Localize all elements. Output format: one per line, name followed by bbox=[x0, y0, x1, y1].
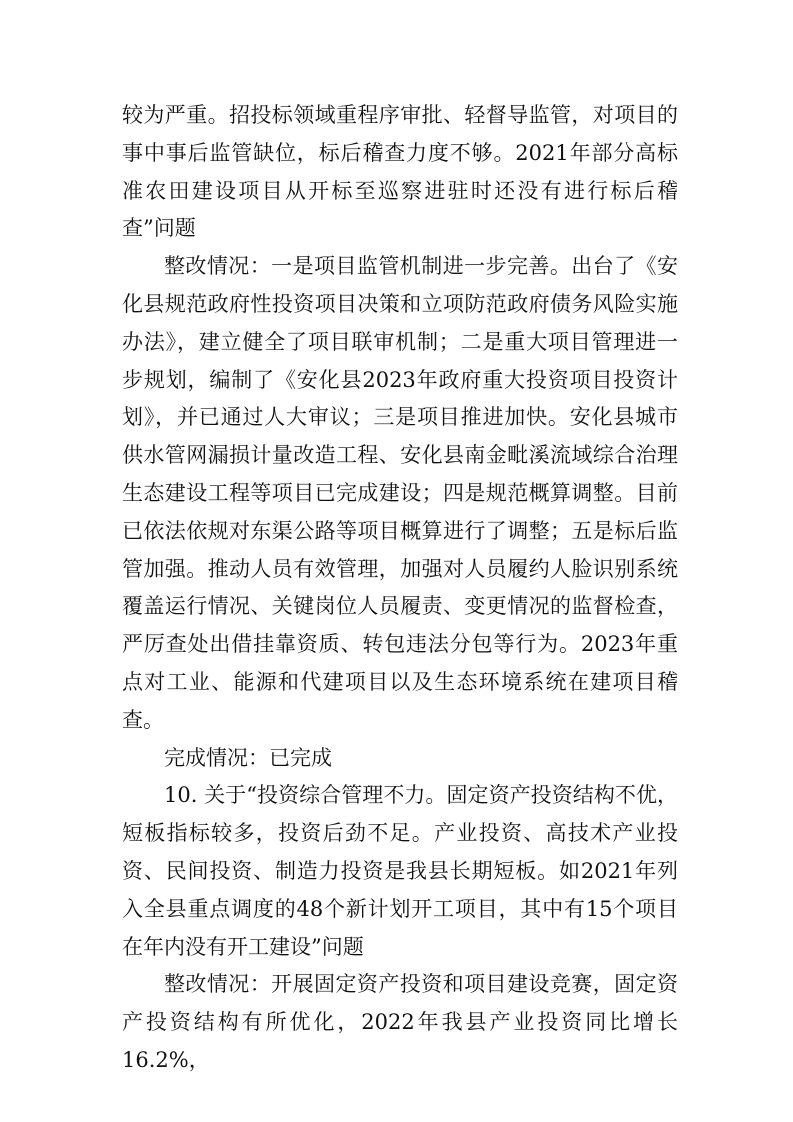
paragraph-rectification-status: 整改情况：一是项目监管机制进一步完善。出台了《安化县规范政府性投资项目决策和立项防范政府债务风险实施办法》，建立健全了项目联审机制；二是重大项目管理进一步规划，编制了《安化县2023年政府重大投资项目投资计划》，并已通过人大审议；三是项目推进加快。安化县城市供水管网漏损计量改造工程、安化县南金毗溪流域综合治理生态建设工程等项目已完成建设；四是规范概算调整。目前已依法依规对东渠公路等项目概算进行了调整；五是标后监管加强。推动人员有效管理，加强对人员履约人脸识别系统覆盖运行情况、关键岗位人员履责、变更情况的监督检查，严厉查处出借挂靠资质、转包违法分包等行为。2023年重点对工业、能源和代建项目以及生态环境系统在建项目稽查。 bbox=[122, 254, 678, 732]
paragraph-continuation: 较为严重。招投标领域重程序审批、轻督导监管，对项目的事中事后监管缺位，标后稽查力度不够。2021年部分高标准农田建设项目从开标至巡察进驻时还没有进行标后稽查”问题 bbox=[122, 103, 678, 241]
paragraph-rectification-status-2: 整改情况：开展固定资产投资和项目建设竞赛，固定资产投资结构有所优化，2022年我县产业投资同比增长16.2%， bbox=[122, 972, 678, 1072]
paragraph-issue-10: 10. 关于“投资综合管理不力。固定资产投资结构不优，短板指标较多，投资后劲不足。产业投资、高技术产业投资、民间投资、制造力投资是我县长期短板。如2021年列入全县重点调度的48个新计划开工项目，其中有15个项目在年内没有开工建设”问题 bbox=[122, 783, 678, 959]
document-body bbox=[122, 97, 678, 1080]
paragraph-completion-status: 完成情况：已完成 bbox=[164, 745, 332, 770]
